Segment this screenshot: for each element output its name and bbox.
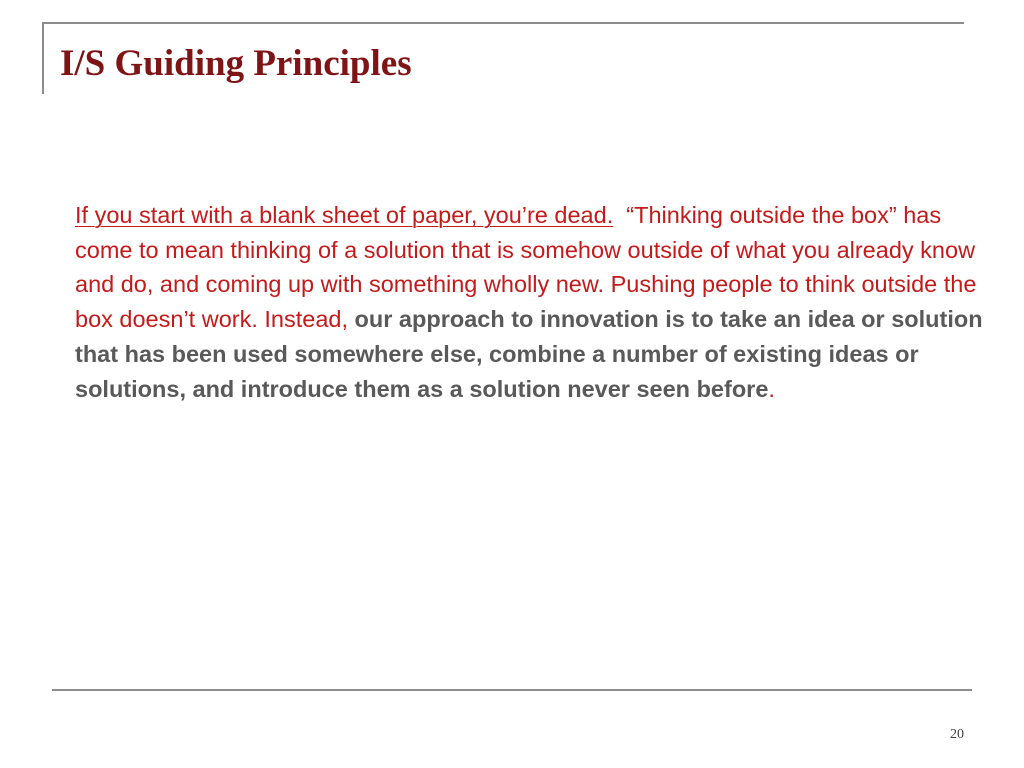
top-rule	[42, 22, 964, 24]
bottom-rule	[52, 689, 972, 691]
principle-intro: “Thinking outside the box” has come to mean thinking of a solution that is somehow outside of what you already know and do, and coming up with something wholly new. Pushing people to think outside the box doesn’t work. Instead,	[75, 202, 977, 333]
lead-gap	[613, 202, 626, 228]
slide-title: I/S Guiding Principles	[60, 43, 412, 84]
principle-end: .	[768, 375, 775, 402]
left-rule	[42, 22, 44, 94]
principle-paragraph	[75, 198, 990, 406]
principle-lead-sentence: If you start with a blank sheet of paper, you’re dead.	[75, 202, 614, 228]
page-number: 20	[950, 727, 964, 742]
principle-emphasis: our approach to innovation is to take an idea or solution that has been used somewhere else, combine a number of existing ideas or solutions, and introduce them as a solution never seen before	[75, 306, 983, 402]
